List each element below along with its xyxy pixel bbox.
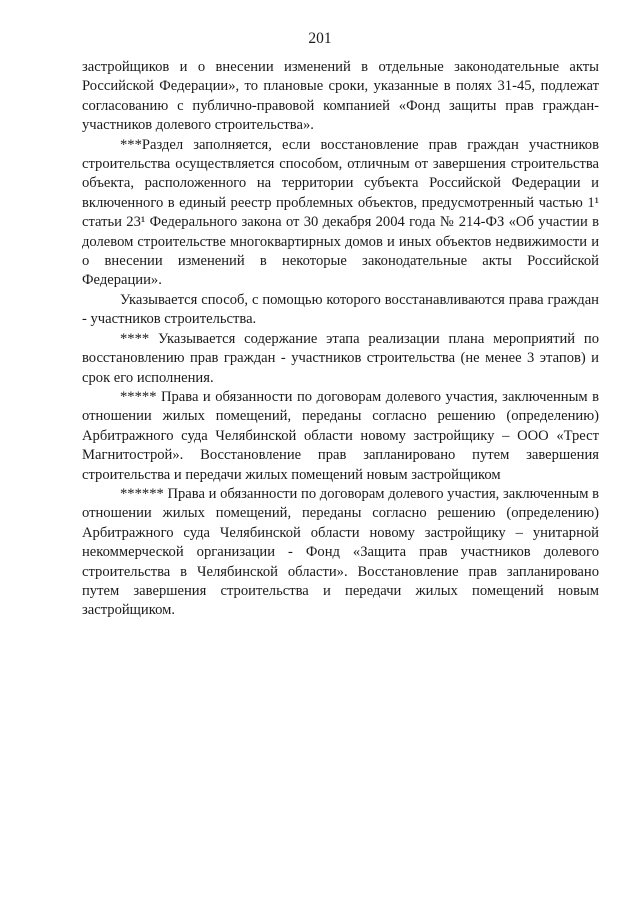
paragraph-footnote-3-stars: ***Раздел заполняется, если восстановление прав граждан участников строительства осуществляется способом, отличным от завершения строительства объекта, расположенного на территории субъекта Российской Федерации и включенного в единый реестр проблемных объектов, предусмотренный частью 1¹ статьи 23¹ Федерального закона от 30 декабря 2004 года № 214-ФЗ «Об участии в долевом строительстве многоквартирных домов и иных объектов недвижимости и о внесении изменений в некоторые законодательные акты Российской Федерации». <box>82 136 599 289</box>
page-number: 201 <box>308 30 332 47</box>
paragraph-continuation: застройщиков и о внесении изменений в отдельные законодательные акты Российской Федерации», то плановые сроки, указанные в полях 31-45, подлежат согласованию с публично-правовой компанией «Фонд защиты прав граждан-участников долевого строительства». <box>82 59 599 134</box>
paragraph-footnote-6-stars: ****** Права и обязанности по договорам долевого участия, заключенным в отношении жилых помещений, переданы согласно решению (определению) Арбитражного суда Челябинской области новому застройщику – унитарной некоммерческой организации - Фонд «Защита прав участников долевого строительства в Челябинской области». Восстановление прав запланировано путем завершения строительства и передачи жилых помещений новым застройщиком. <box>82 485 599 619</box>
paragraph-footnote-4-stars: **** Указывается содержание этапа реализации плана мероприятий по восстановлению прав граждан - участников строительства (не менее 3 этапов) и срок его исполнения. <box>82 330 599 386</box>
paragraph-footnote-5-stars: ***** Права и обязанности по договорам долевого участия, заключенным в отношении жилых помещений, переданы согласно решению (определению) Арбитражного суда Челябинской области новому застройщику – ООО «Трест Магнитострой». Восстановление прав запланировано путем завершения строительства и передачи жилых помещений новым застройщиком <box>82 388 599 483</box>
paragraph-method-note: Указывается способ, с помощью которого восстанавливаются права граждан - участников строительства. <box>82 291 599 328</box>
body-text <box>82 58 599 621</box>
